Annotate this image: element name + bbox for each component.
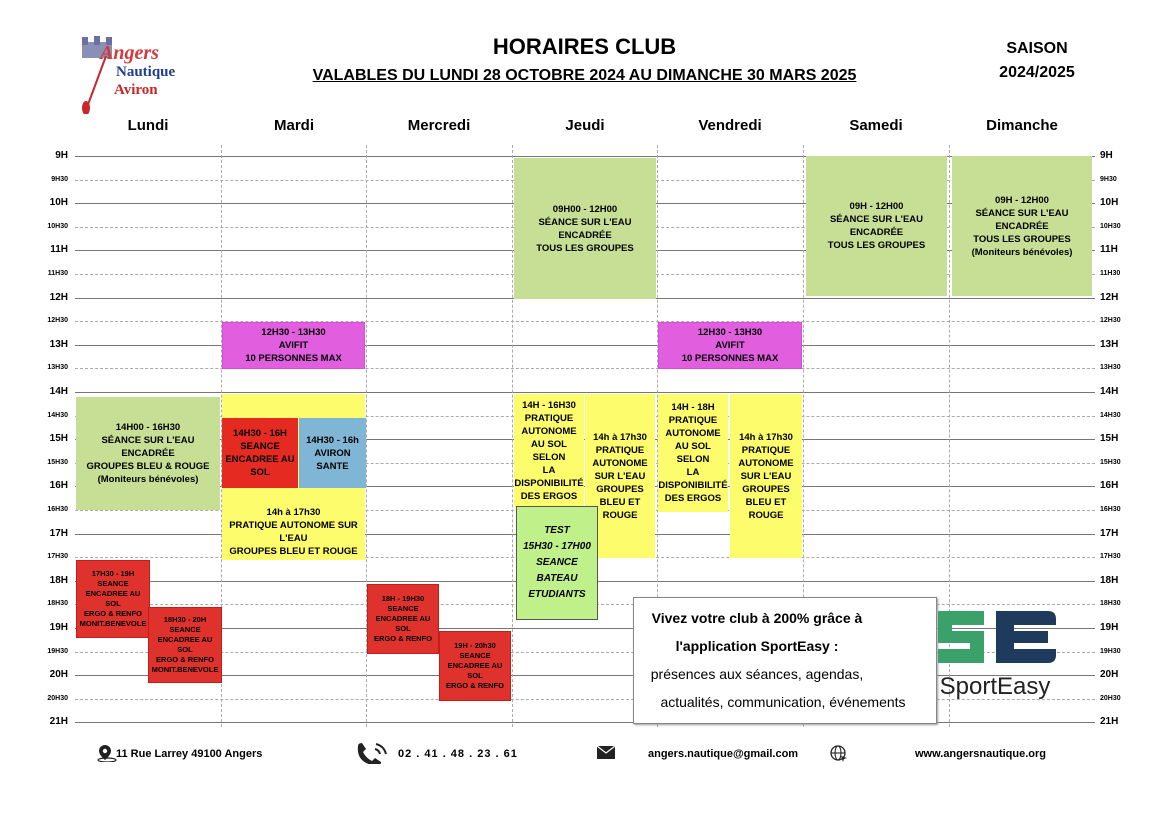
- time-label-right: 14H30: [1100, 411, 1121, 419]
- season-label: SAISON: [1006, 40, 1068, 57]
- day-separator: [512, 145, 513, 727]
- time-label-left: 16H: [49, 480, 68, 492]
- event-vendredi-eau: 14h à 17h30 PRATIQUE AUTONOME SUR L'EAU GROUPES BLEU ET ROUGE: [730, 394, 802, 558]
- time-label-left: 12H30: [47, 317, 68, 325]
- day-dimanche: Dimanche: [986, 117, 1058, 134]
- footer-email: angers.nautique@gmail.com: [648, 748, 799, 760]
- event-samedi-matin: 09H - 12H00 SÉANCE SUR L'EAU ENCADRÉE TOUS LES GROUPES: [806, 156, 947, 296]
- event-lundi-soir1: 17H30 - 19H SEANCE ENCADREE AU SOL ERGO & RENFO MONIT.BENEVOLE: [76, 560, 150, 638]
- location-pin-icon: [97, 744, 117, 762]
- page-subtitle: VALABLES DU LUNDI 28 OCTOBRE 2024 AU DIMANCHE 30 MARS 2025: [312, 67, 857, 84]
- hour-line: [75, 392, 1095, 393]
- time-label-left: 19H: [49, 622, 68, 633]
- promo-line3: présences aux séances, agendas,: [650, 666, 864, 682]
- sporteasy-icon: [930, 605, 1060, 675]
- season-value: 2024/2025: [999, 64, 1075, 81]
- time-label-left: 9H: [55, 150, 68, 161]
- event-mardi-avifit: 12H30 - 13H30 AVIFIT 10 PERSONNES MAX: [222, 322, 365, 369]
- time-label-left: 9H30: [51, 175, 68, 183]
- time-label-right: 13H30: [1100, 364, 1121, 372]
- sporteasy-logo-mark: [930, 605, 1060, 675]
- event-mercredi-soir1: 18H - 19H30 SEANCE ENCADREE AU SOL ERGO & RENFO: [367, 584, 439, 654]
- event-dimanche-matin: 09H - 12H00 SÉANCE SUR L'EAU ENCADRÉE TOUS LES GROUPES (Moniteurs bénévoles): [952, 156, 1092, 296]
- footer-phone: 02 . 41 . 48 . 23 . 61: [398, 748, 518, 760]
- time-label-right: 21H: [1100, 716, 1119, 728]
- time-label-left: 17H30: [47, 553, 68, 561]
- time-label-right: 13H: [1100, 338, 1119, 350]
- time-label-left: 19H30: [47, 647, 68, 655]
- time-label-right: 10H30: [1100, 222, 1121, 230]
- time-label-right: 16H30: [1100, 506, 1121, 513]
- mail-icon: [597, 746, 615, 759]
- event-jeudi-matin: 09H00 - 12H00 SÉANCE SUR L'EAU ENCADRÉE TOUS LES GROUPES: [514, 158, 656, 299]
- sporteasy-logo: [930, 605, 1060, 700]
- time-label-right: 15H: [1100, 433, 1119, 445]
- season-block: [982, 37, 1092, 85]
- time-label-left: 14H: [49, 386, 68, 397]
- day-vendredi: Vendredi: [698, 117, 762, 134]
- time-label-right: 12H30: [1100, 317, 1121, 325]
- logo-line2: Nautique: [116, 64, 176, 80]
- promo-line1: Vivez votre club à 200% grâce à: [651, 610, 863, 626]
- time-label-left: 12H: [49, 291, 68, 303]
- event-mardi-sante: 14H30 - 16h AVIRON SANTE: [299, 418, 366, 488]
- time-label-left: 10H30: [47, 222, 68, 230]
- time-label-left: 16H30: [47, 506, 68, 513]
- time-label-left: 15H: [49, 433, 68, 445]
- time-label-left: 13H: [49, 338, 68, 350]
- time-label-right: 16H: [1100, 480, 1119, 492]
- footer-website: www.angersnautique.org: [915, 748, 1046, 760]
- event-lundi-aprem: 14H00 - 16H30 SÉANCE SUR L'EAU ENCADRÉE GROUPES BLEU & ROUGE (Moniteurs bénévoles): [76, 397, 220, 510]
- time-label-right: 18H: [1100, 574, 1119, 586]
- event-vendredi-sol: 14H - 18H PRATIQUE AUTONOME AU SOL SELON LA DISPONIBILITÉ DES ERGOS: [658, 394, 728, 512]
- day-samedi: Samedi: [849, 117, 903, 134]
- time-label-left: 11H: [50, 244, 68, 256]
- event-lundi-soir2: 18H30 - 20H SEANCE ENCADREE AU SOL ERGO & RENFO MONIT.BENEVOLE: [148, 607, 222, 683]
- time-label-left: 20H30: [47, 694, 68, 702]
- time-label-left: 21H: [49, 716, 68, 728]
- event-mardi-sol: 14H30 - 16H SEANCE ENCADREE AU SOL: [222, 418, 298, 488]
- sporteasy-promo: [633, 597, 937, 724]
- time-label-right: 19H: [1100, 622, 1119, 633]
- time-label-left: 10H: [49, 197, 68, 209]
- footer-address: 11 Rue Larrey 49100 Angers: [116, 748, 263, 760]
- promo-line4: actualités, communication, événements: [660, 694, 906, 710]
- time-label-left: 20H: [49, 669, 68, 681]
- day-mercredi: Mercredi: [407, 117, 471, 134]
- event-vendredi-avifit: 12H30 - 13H30 AVIFIT 10 PERSONNES MAX: [658, 322, 802, 369]
- time-label-right: 14H: [1100, 386, 1119, 397]
- time-label-right: 17H: [1100, 527, 1119, 539]
- day-lundi: Lundi: [127, 117, 169, 134]
- time-label-right: 20H: [1100, 669, 1119, 681]
- time-label-right: 11H30: [1100, 270, 1121, 277]
- time-label-left: 15H30: [47, 458, 68, 466]
- time-label-right: 15H30: [1100, 458, 1121, 466]
- time-label-right: 18H30: [1100, 600, 1121, 608]
- event-mercredi-soir2: 19H - 20h30 SEANCE ENCADREE AU SOL ERGO & RENFO: [439, 631, 511, 701]
- time-label-right: 9H: [1100, 150, 1113, 161]
- day-mardi: Mardi: [273, 117, 314, 134]
- time-label-left: 13H30: [47, 364, 68, 372]
- time-label-right: 12H: [1100, 291, 1119, 303]
- logo-line1: Angers: [100, 42, 159, 64]
- time-label-right: 10H: [1100, 197, 1119, 209]
- time-label-left: 18H: [49, 574, 68, 586]
- time-label-left: 18H30: [47, 600, 68, 608]
- time-label-left: 17H: [49, 527, 68, 539]
- time-label-right: 11H: [1100, 244, 1118, 256]
- phone-icon: [354, 742, 390, 764]
- event-jeudi-test: TEST 15H30 - 17H00 SEANCE BATEAU ETUDIANTS: [516, 506, 598, 620]
- page-title: HORAIRES CLUB: [492, 34, 677, 59]
- time-label-right: 17H30: [1100, 553, 1121, 561]
- time-label-right: 20H30: [1100, 694, 1121, 702]
- time-label-left: 14H30: [47, 411, 68, 419]
- event-jeudi-eau: 14h à 17h30 PRATIQUE AUTONOME SUR L'EAU GROUPES BLEU ET ROUGE: [585, 394, 655, 558]
- day-jeudi: Jeudi: [565, 117, 605, 134]
- globe-icon: [830, 745, 848, 763]
- promo-line2: l'application SportEasy :: [675, 638, 839, 654]
- sporteasy-logo-text: SportEasy: [939, 673, 1051, 700]
- hour-line: [75, 722, 1095, 723]
- event-mardi-autonome: 14h à 17h30 PRATIQUE AUTONOME SUR L'EAU GROUPES BLEU ET ROUGE: [222, 394, 365, 560]
- time-label-right: 19H30: [1100, 647, 1121, 655]
- time-label-right: 9H30: [1100, 175, 1117, 183]
- time-label-left: 11H30: [47, 270, 68, 277]
- event-jeudi-sol: 14H - 16H30 PRATIQUE AUTONOME AU SOL SELON LA DISPONIBILITÉ DES ERGOS: [514, 394, 584, 507]
- logo-line3: Aviron: [114, 82, 158, 98]
